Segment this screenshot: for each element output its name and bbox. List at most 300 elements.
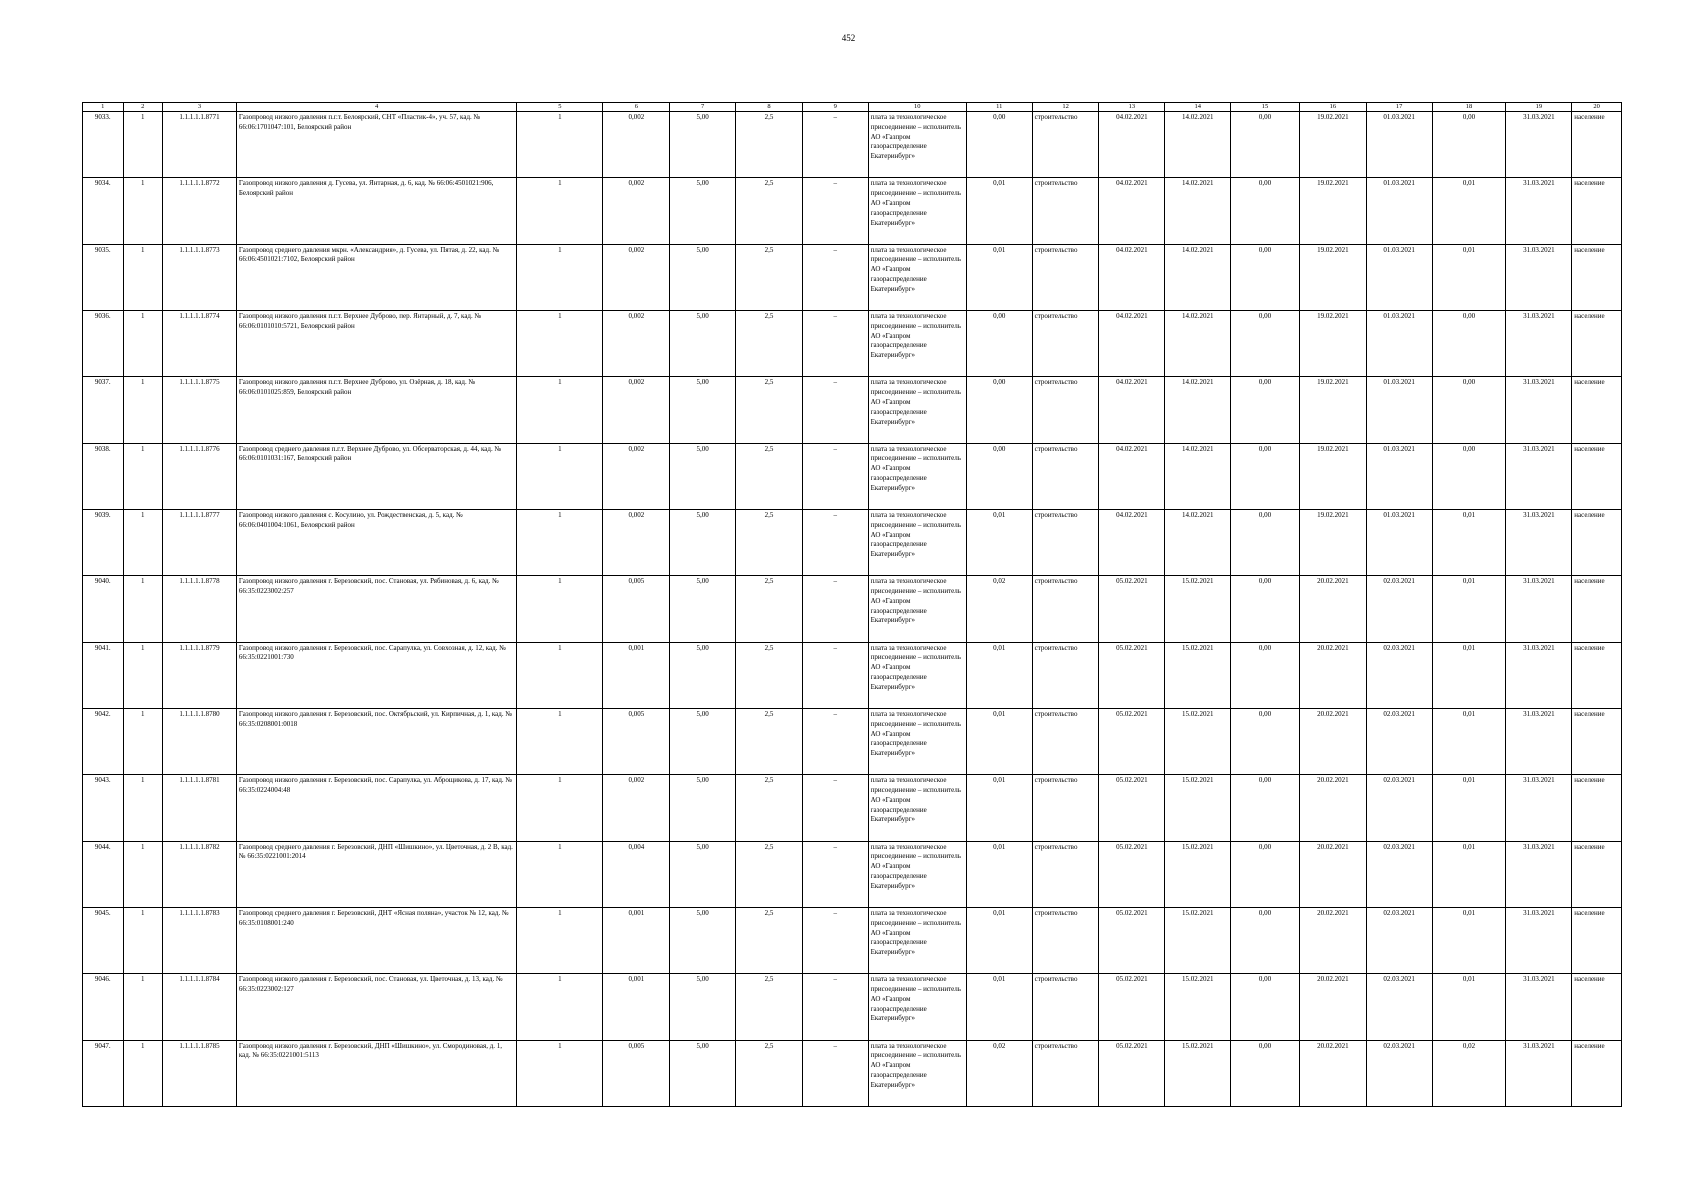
cell-value-11: 0,01 [966, 178, 1032, 244]
cell-value-6: 0,002 [603, 310, 670, 376]
cell-value-8: 2,5 [736, 708, 803, 774]
cell-value-7: 5,00 [670, 907, 736, 973]
cell-quantity-1: 1 [123, 974, 162, 1040]
cell-value-8: 2,5 [736, 443, 803, 509]
cell-date-16: 20.02.2021 [1299, 841, 1366, 907]
cell-date-17: 02.03.2021 [1366, 1040, 1432, 1106]
cell-value-15: 0,00 [1231, 1040, 1300, 1106]
table-row [83, 244, 1622, 310]
cell-value-18: 0,01 [1432, 509, 1506, 575]
cell-value-7: 5,00 [670, 112, 736, 178]
cell-date-14: 15.02.2021 [1165, 907, 1231, 973]
cell-quantity-1: 1 [123, 509, 162, 575]
cell-value-15: 0,00 [1231, 841, 1300, 907]
cell-value-11: 0,01 [966, 642, 1032, 708]
cell-value-15: 0,00 [1231, 509, 1300, 575]
cell-date-16: 19.02.2021 [1299, 310, 1366, 376]
cell-row-number: 9038. [83, 443, 124, 509]
cell-financing-source: плата за технологическое присоединение – исполнитель АО «Газпром газораспределение Екатеринбург» [868, 576, 966, 642]
cell-value-9: – [802, 974, 868, 1040]
cell-value-15: 0,00 [1231, 377, 1300, 443]
cell-date-17: 02.03.2021 [1366, 775, 1432, 841]
cell-date-17: 02.03.2021 [1366, 576, 1432, 642]
cell-value-7: 5,00 [670, 775, 736, 841]
cell-date-13: 04.02.2021 [1099, 443, 1165, 509]
table-body [83, 112, 1622, 1107]
cell-value-11: 0,01 [966, 509, 1032, 575]
cell-value-7: 5,00 [670, 1040, 736, 1106]
table-row [83, 642, 1622, 708]
cell-code: 1.1.1.1.1.8778 [162, 576, 236, 642]
cell-value-8: 2,5 [736, 244, 803, 310]
cell-value-7: 5,00 [670, 178, 736, 244]
cell-value-7: 5,00 [670, 377, 736, 443]
column-number-14: 14 [1165, 103, 1231, 112]
cell-code: 1.1.1.1.1.8782 [162, 841, 236, 907]
cell-date-17: 01.03.2021 [1366, 310, 1432, 376]
cell-date-14: 15.02.2021 [1165, 974, 1231, 1040]
cell-date-13: 04.02.2021 [1099, 112, 1165, 178]
cell-value-8: 2,5 [736, 576, 803, 642]
table-row [83, 509, 1622, 575]
cell-quantity-2: 1 [517, 642, 603, 708]
cell-value-9: – [802, 1040, 868, 1106]
cell-quantity-2: 1 [517, 775, 603, 841]
cell-object-description: Газопровод среднего давления п.г.т. Верхнее Дуброво, ул. Обсерваторская, д. 44, кад. № 66:06:0101031:167, Белоярский район [236, 443, 516, 509]
cell-category: население [1572, 708, 1622, 774]
cell-date-13: 04.02.2021 [1099, 310, 1165, 376]
cell-date-13: 05.02.2021 [1099, 841, 1165, 907]
cell-quantity-1: 1 [123, 178, 162, 244]
header-row [83, 103, 1622, 112]
cell-work-type: строительство [1032, 576, 1099, 642]
cell-date-17: 02.03.2021 [1366, 841, 1432, 907]
cell-value-15: 0,00 [1231, 907, 1300, 973]
cell-financing-source: плата за технологическое присоединение – исполнитель АО «Газпром газораспределение Екатеринбург» [868, 244, 966, 310]
cell-quantity-2: 1 [517, 708, 603, 774]
cell-quantity-1: 1 [123, 310, 162, 376]
cell-financing-source: плата за технологическое присоединение – исполнитель АО «Газпром газораспределение Екатеринбург» [868, 775, 966, 841]
cell-value-8: 2,5 [736, 775, 803, 841]
cell-value-15: 0,00 [1231, 775, 1300, 841]
cell-date-16: 20.02.2021 [1299, 576, 1366, 642]
cell-quantity-2: 1 [517, 509, 603, 575]
cell-code: 1.1.1.1.1.8779 [162, 642, 236, 708]
cell-value-9: – [802, 642, 868, 708]
column-number-6: 6 [603, 103, 670, 112]
cell-value-18: 0,01 [1432, 907, 1506, 973]
cell-row-number: 9034. [83, 178, 124, 244]
table-row [83, 576, 1622, 642]
cell-value-11: 0,01 [966, 907, 1032, 973]
cell-date-19: 31.03.2021 [1506, 576, 1572, 642]
cell-financing-source: плата за технологическое присоединение – исполнитель АО «Газпром газораспределение Екатеринбург» [868, 112, 966, 178]
cell-work-type: строительство [1032, 1040, 1099, 1106]
cell-work-type: строительство [1032, 244, 1099, 310]
cell-work-type: строительство [1032, 310, 1099, 376]
cell-value-8: 2,5 [736, 841, 803, 907]
cell-value-6: 0,005 [603, 1040, 670, 1106]
cell-value-6: 0,002 [603, 443, 670, 509]
cell-date-19: 31.03.2021 [1506, 1040, 1572, 1106]
cell-work-type: строительство [1032, 841, 1099, 907]
cell-value-15: 0,00 [1231, 974, 1300, 1040]
cell-date-17: 01.03.2021 [1366, 178, 1432, 244]
cell-value-11: 0,02 [966, 576, 1032, 642]
cell-financing-source: плата за технологическое присоединение – исполнитель АО «Газпром газораспределение Екатеринбург» [868, 708, 966, 774]
cell-category: население [1572, 1040, 1622, 1106]
cell-date-19: 31.03.2021 [1506, 642, 1572, 708]
cell-financing-source: плата за технологическое присоединение – исполнитель АО «Газпром газораспределение Екатеринбург» [868, 178, 966, 244]
cell-quantity-2: 1 [517, 907, 603, 973]
cell-value-6: 0,002 [603, 775, 670, 841]
cell-value-6: 0,005 [603, 708, 670, 774]
cell-category: население [1572, 443, 1622, 509]
cell-value-18: 0,01 [1432, 708, 1506, 774]
cell-quantity-1: 1 [123, 443, 162, 509]
cell-work-type: строительство [1032, 178, 1099, 244]
cell-row-number: 9045. [83, 907, 124, 973]
cell-category: население [1572, 310, 1622, 376]
cell-value-6: 0,002 [603, 178, 670, 244]
cell-value-11: 0,01 [966, 974, 1032, 1040]
column-number-19: 19 [1506, 103, 1572, 112]
cell-row-number: 9039. [83, 509, 124, 575]
cell-date-14: 15.02.2021 [1165, 642, 1231, 708]
cell-value-11: 0,01 [966, 841, 1032, 907]
cell-quantity-2: 1 [517, 244, 603, 310]
cell-object-description: Газопровод низкого давления д. Гусева, ул. Янтарная, д. 6, кад. № 66:06:4501021:906, Белоярский район [236, 178, 516, 244]
cell-value-9: – [802, 443, 868, 509]
cell-date-19: 31.03.2021 [1506, 443, 1572, 509]
cell-code: 1.1.1.1.1.8772 [162, 178, 236, 244]
column-number-8: 8 [736, 103, 803, 112]
cell-code: 1.1.1.1.1.8784 [162, 974, 236, 1040]
cell-value-9: – [802, 178, 868, 244]
cell-date-19: 31.03.2021 [1506, 708, 1572, 774]
column-number-18: 18 [1432, 103, 1506, 112]
cell-object-description: Газопровод низкого давления г. Березовский, ДНП «Шишкино», ул. Смородиновая, д. 1, кад. № 66:35:0221001:5113 [236, 1040, 516, 1106]
cell-category: население [1572, 112, 1622, 178]
column-number-12: 12 [1032, 103, 1099, 112]
cell-date-16: 20.02.2021 [1299, 907, 1366, 973]
cell-object-description: Газопровод среднего давления г. Березовский, ДНТ «Ясная поляна», участок № 12, кад. № 66:35:0108001:240 [236, 907, 516, 973]
cell-date-19: 31.03.2021 [1506, 112, 1572, 178]
cell-value-11: 0,01 [966, 244, 1032, 310]
cell-value-18: 0,01 [1432, 642, 1506, 708]
cell-date-16: 19.02.2021 [1299, 244, 1366, 310]
cell-value-6: 0,002 [603, 244, 670, 310]
cell-object-description: Газопровод низкого давления с. Косулино, ул. Рождественская, д. 5, кад. № 66:06:0401004:1061, Белоярский район [236, 509, 516, 575]
cell-object-description: Газопровод низкого давления п.г.т. Верхнее Дуброво, ул. Озёрная, д. 18, кад. № 66:06:0101025:859, Белоярский район [236, 377, 516, 443]
column-number-1: 1 [83, 103, 124, 112]
cell-value-18: 0,00 [1432, 112, 1506, 178]
cell-work-type: строительство [1032, 708, 1099, 774]
cell-date-16: 20.02.2021 [1299, 974, 1366, 1040]
cell-date-14: 15.02.2021 [1165, 708, 1231, 774]
cell-date-13: 05.02.2021 [1099, 642, 1165, 708]
cell-value-15: 0,00 [1231, 112, 1300, 178]
cell-date-17: 02.03.2021 [1366, 708, 1432, 774]
cell-category: население [1572, 974, 1622, 1040]
register-table [82, 102, 1622, 1107]
cell-value-18: 0,01 [1432, 841, 1506, 907]
cell-quantity-2: 1 [517, 576, 603, 642]
cell-value-15: 0,00 [1231, 642, 1300, 708]
cell-financing-source: плата за технологическое присоединение – исполнитель АО «Газпром газораспределение Екатеринбург» [868, 443, 966, 509]
cell-date-19: 31.03.2021 [1506, 178, 1572, 244]
cell-object-description: Газопровод низкого давления г. Березовский, пос. Становая, ул. Рябиновая, д. 6, кад. № 66:35:0223002:257 [236, 576, 516, 642]
cell-work-type: строительство [1032, 377, 1099, 443]
table-row [83, 775, 1622, 841]
cell-financing-source: плата за технологическое присоединение – исполнитель АО «Газпром газораспределение Екатеринбург» [868, 974, 966, 1040]
cell-date-16: 19.02.2021 [1299, 443, 1366, 509]
cell-object-description: Газопровод низкого давления п.г.т. Верхнее Дуброво, пер. Янтарный, д. 7, кад. № 66:06:0101010:5721, Белоярский район [236, 310, 516, 376]
column-number-header [83, 103, 1622, 112]
cell-date-16: 20.02.2021 [1299, 775, 1366, 841]
column-number-15: 15 [1231, 103, 1300, 112]
table-row [83, 841, 1622, 907]
cell-date-17: 01.03.2021 [1366, 377, 1432, 443]
cell-financing-source: плата за технологическое присоединение – исполнитель АО «Газпром газораспределение Екатеринбург» [868, 310, 966, 376]
cell-value-18: 0,01 [1432, 974, 1506, 1040]
cell-quantity-1: 1 [123, 244, 162, 310]
cell-value-11: 0,00 [966, 443, 1032, 509]
cell-date-16: 19.02.2021 [1299, 509, 1366, 575]
cell-quantity-1: 1 [123, 841, 162, 907]
cell-date-16: 20.02.2021 [1299, 708, 1366, 774]
cell-quantity-2: 1 [517, 443, 603, 509]
table-row [83, 377, 1622, 443]
cell-value-15: 0,00 [1231, 443, 1300, 509]
cell-date-13: 04.02.2021 [1099, 178, 1165, 244]
cell-date-13: 05.02.2021 [1099, 708, 1165, 774]
cell-code: 1.1.1.1.1.8774 [162, 310, 236, 376]
cell-value-9: – [802, 775, 868, 841]
cell-date-13: 05.02.2021 [1099, 907, 1165, 973]
table-row [83, 1040, 1622, 1106]
cell-code: 1.1.1.1.1.8783 [162, 907, 236, 973]
column-number-9: 9 [802, 103, 868, 112]
table-row [83, 310, 1622, 376]
cell-date-17: 01.03.2021 [1366, 509, 1432, 575]
cell-code: 1.1.1.1.1.8781 [162, 775, 236, 841]
cell-object-description: Газопровод низкого давления г. Березовский, пос. Сарапулка, ул. Аброщикова, д. 17, кад. № 66:35:0224004:48 [236, 775, 516, 841]
cell-date-19: 31.03.2021 [1506, 974, 1572, 1040]
table-row [83, 708, 1622, 774]
cell-work-type: строительство [1032, 974, 1099, 1040]
cell-quantity-1: 1 [123, 907, 162, 973]
cell-value-18: 0,00 [1432, 443, 1506, 509]
cell-value-6: 0,001 [603, 907, 670, 973]
cell-value-18: 0,01 [1432, 775, 1506, 841]
cell-date-16: 19.02.2021 [1299, 377, 1366, 443]
cell-quantity-2: 1 [517, 1040, 603, 1106]
cell-work-type: строительство [1032, 775, 1099, 841]
cell-value-6: 0,005 [603, 576, 670, 642]
cell-quantity-1: 1 [123, 377, 162, 443]
cell-category: население [1572, 907, 1622, 973]
table-row [83, 443, 1622, 509]
cell-value-11: 0,02 [966, 1040, 1032, 1106]
cell-date-14: 15.02.2021 [1165, 841, 1231, 907]
cell-date-16: 20.02.2021 [1299, 1040, 1366, 1106]
cell-work-type: строительство [1032, 509, 1099, 575]
cell-financing-source: плата за технологическое присоединение – исполнитель АО «Газпром газораспределение Екатеринбург» [868, 1040, 966, 1106]
cell-code: 1.1.1.1.1.8780 [162, 708, 236, 774]
cell-value-18: 0,02 [1432, 1040, 1506, 1106]
cell-work-type: строительство [1032, 907, 1099, 973]
cell-date-14: 14.02.2021 [1165, 244, 1231, 310]
cell-value-11: 0,00 [966, 377, 1032, 443]
cell-value-7: 5,00 [670, 708, 736, 774]
column-number-10: 10 [868, 103, 966, 112]
cell-date-13: 05.02.2021 [1099, 775, 1165, 841]
cell-category: население [1572, 775, 1622, 841]
cell-financing-source: плата за технологическое присоединение – исполнитель АО «Газпром газораспределение Екатеринбург» [868, 377, 966, 443]
cell-value-8: 2,5 [736, 509, 803, 575]
cell-value-8: 2,5 [736, 112, 803, 178]
table-row [83, 974, 1622, 1040]
cell-value-7: 5,00 [670, 509, 736, 575]
cell-value-8: 2,5 [736, 178, 803, 244]
cell-object-description: Газопровод среднего давления г. Березовский, ДНП «Шишкино», ул. Цветочная, д. 2 В, кад. № 66:35:0221001:2014 [236, 841, 516, 907]
cell-object-description: Газопровод низкого давления г. Березовский, пос. Октябрьский, ул. Кирпичная, д. 1, кад. № 66:35:0208001:0018 [236, 708, 516, 774]
cell-value-15: 0,00 [1231, 576, 1300, 642]
cell-value-8: 2,5 [736, 377, 803, 443]
cell-date-19: 31.03.2021 [1506, 509, 1572, 575]
cell-value-15: 0,00 [1231, 310, 1300, 376]
column-number-13: 13 [1099, 103, 1165, 112]
cell-value-6: 0,001 [603, 642, 670, 708]
cell-value-7: 5,00 [670, 576, 736, 642]
cell-quantity-2: 1 [517, 310, 603, 376]
cell-date-14: 14.02.2021 [1165, 509, 1231, 575]
cell-value-6: 0,002 [603, 509, 670, 575]
cell-date-14: 14.02.2021 [1165, 377, 1231, 443]
column-number-16: 16 [1299, 103, 1366, 112]
cell-value-7: 5,00 [670, 642, 736, 708]
cell-code: 1.1.1.1.1.8771 [162, 112, 236, 178]
cell-date-13: 04.02.2021 [1099, 509, 1165, 575]
cell-category: население [1572, 642, 1622, 708]
column-number-3: 3 [162, 103, 236, 112]
table-row [83, 907, 1622, 973]
cell-value-15: 0,00 [1231, 708, 1300, 774]
cell-value-9: – [802, 112, 868, 178]
cell-financing-source: плата за технологическое присоединение – исполнитель АО «Газпром газораспределение Екатеринбург» [868, 907, 966, 973]
cell-row-number: 9035. [83, 244, 124, 310]
cell-object-description: Газопровод низкого давления г. Березовский, пос. Становая, ул. Цветочная, д. 13, кад. № 66:35:0223002:127 [236, 974, 516, 1040]
cell-value-9: – [802, 509, 868, 575]
cell-date-17: 02.03.2021 [1366, 642, 1432, 708]
cell-quantity-2: 1 [517, 841, 603, 907]
cell-date-13: 05.02.2021 [1099, 576, 1165, 642]
cell-quantity-2: 1 [517, 377, 603, 443]
cell-date-19: 31.03.2021 [1506, 244, 1572, 310]
cell-date-19: 31.03.2021 [1506, 377, 1572, 443]
cell-quantity-2: 1 [517, 112, 603, 178]
cell-quantity-1: 1 [123, 642, 162, 708]
cell-work-type: строительство [1032, 642, 1099, 708]
cell-value-6: 0,001 [603, 974, 670, 1040]
cell-row-number: 9037. [83, 377, 124, 443]
cell-row-number: 9043. [83, 775, 124, 841]
cell-value-9: – [802, 310, 868, 376]
cell-date-14: 15.02.2021 [1165, 775, 1231, 841]
cell-value-6: 0,002 [603, 112, 670, 178]
cell-row-number: 9044. [83, 841, 124, 907]
table-row [83, 112, 1622, 178]
table-row [83, 178, 1622, 244]
cell-financing-source: плата за технологическое присоединение – исполнитель АО «Газпром газораспределение Екатеринбург» [868, 642, 966, 708]
cell-date-17: 02.03.2021 [1366, 974, 1432, 1040]
cell-value-7: 5,00 [670, 310, 736, 376]
cell-date-13: 04.02.2021 [1099, 377, 1165, 443]
column-number-4: 4 [236, 103, 516, 112]
cell-value-18: 0,00 [1432, 310, 1506, 376]
cell-date-14: 14.02.2021 [1165, 443, 1231, 509]
cell-value-6: 0,002 [603, 377, 670, 443]
cell-quantity-2: 1 [517, 178, 603, 244]
column-number-17: 17 [1366, 103, 1432, 112]
cell-row-number: 9047. [83, 1040, 124, 1106]
cell-row-number: 9036. [83, 310, 124, 376]
cell-date-19: 31.03.2021 [1506, 775, 1572, 841]
cell-value-11: 0,00 [966, 112, 1032, 178]
cell-quantity-2: 1 [517, 974, 603, 1040]
cell-financing-source: плата за технологическое присоединение – исполнитель АО «Газпром газораспределение Екатеринбург» [868, 509, 966, 575]
cell-category: население [1572, 377, 1622, 443]
cell-date-17: 01.03.2021 [1366, 443, 1432, 509]
cell-code: 1.1.1.1.1.8776 [162, 443, 236, 509]
cell-code: 1.1.1.1.1.8777 [162, 509, 236, 575]
cell-row-number: 9046. [83, 974, 124, 1040]
cell-value-15: 0,00 [1231, 244, 1300, 310]
cell-value-9: – [802, 708, 868, 774]
cell-date-14: 14.02.2021 [1165, 310, 1231, 376]
cell-date-16: 19.02.2021 [1299, 178, 1366, 244]
cell-date-17: 01.03.2021 [1366, 244, 1432, 310]
cell-date-14: 15.02.2021 [1165, 576, 1231, 642]
cell-value-9: – [802, 907, 868, 973]
cell-category: население [1572, 841, 1622, 907]
cell-work-type: строительство [1032, 443, 1099, 509]
cell-date-19: 31.03.2021 [1506, 310, 1572, 376]
cell-value-8: 2,5 [736, 907, 803, 973]
cell-object-description: Газопровод низкого давления г. Березовский, пос. Сарапулка, ул. Совхозная, д. 12, кад. № 66:35:0221001:730 [236, 642, 516, 708]
cell-value-18: 0,01 [1432, 576, 1506, 642]
cell-quantity-1: 1 [123, 708, 162, 774]
cell-value-7: 5,00 [670, 443, 736, 509]
page-number: 452 [841, 33, 856, 43]
cell-value-9: – [802, 841, 868, 907]
cell-financing-source: плата за технологическое присоединение – исполнитель АО «Газпром газораспределение Екатеринбург» [868, 841, 966, 907]
cell-category: население [1572, 178, 1622, 244]
cell-value-18: 0,00 [1432, 377, 1506, 443]
cell-date-13: 05.02.2021 [1099, 1040, 1165, 1106]
cell-row-number: 9042. [83, 708, 124, 774]
cell-value-11: 0,01 [966, 775, 1032, 841]
column-number-7: 7 [670, 103, 736, 112]
cell-value-11: 0,01 [966, 708, 1032, 774]
cell-value-7: 5,00 [670, 244, 736, 310]
cell-date-19: 31.03.2021 [1506, 907, 1572, 973]
cell-date-16: 19.02.2021 [1299, 112, 1366, 178]
cell-category: население [1572, 576, 1622, 642]
cell-value-15: 0,00 [1231, 178, 1300, 244]
cell-row-number: 9033. [83, 112, 124, 178]
